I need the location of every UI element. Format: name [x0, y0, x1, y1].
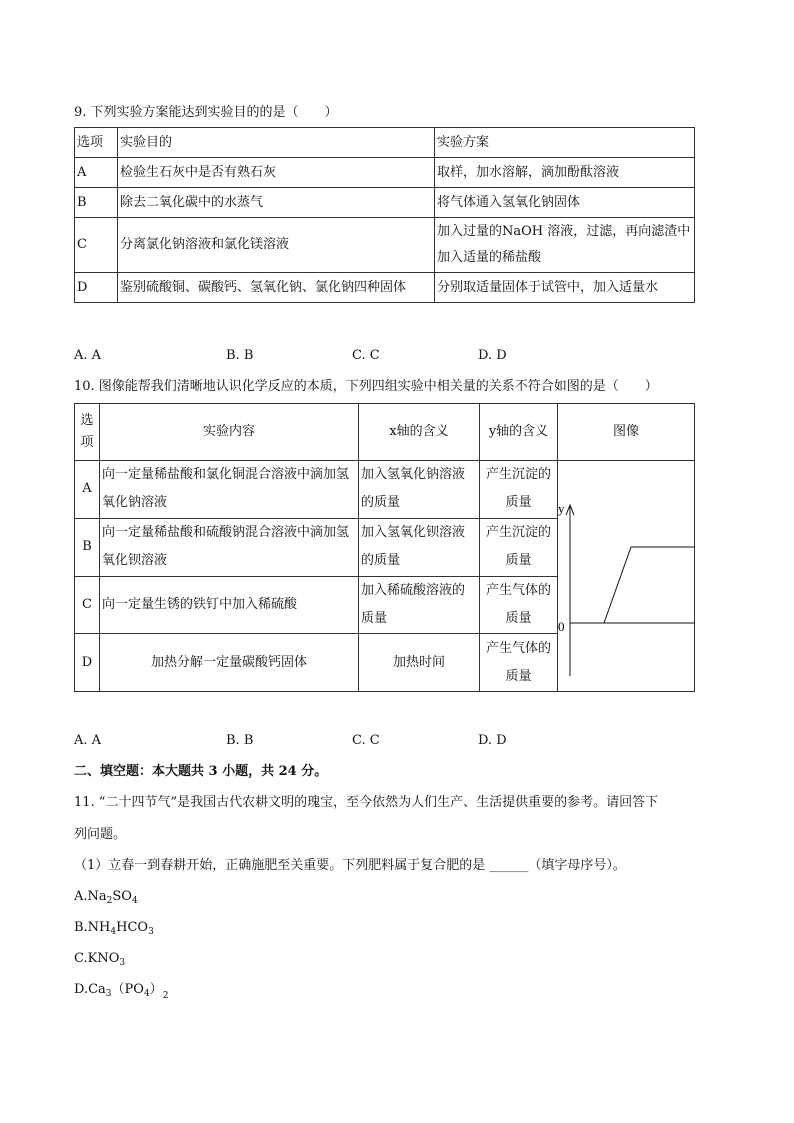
table-cell: 将气体通入氢氧化钠固体 — [435, 188, 695, 218]
table-cell: 产生沉淀的质量 — [480, 461, 558, 519]
graph-cell — [558, 461, 695, 692]
q10-options — [74, 733, 674, 749]
reaction-graph — [558, 461, 695, 691]
section-heading: 二、填空题：本大题共 3 小题，共 24 分。 — [74, 764, 328, 779]
table-header-row — [75, 404, 695, 461]
table-cell: 加热分解一定量碳酸钙固体 — [100, 634, 359, 692]
q10-table — [74, 403, 695, 692]
origin-label: 0 — [558, 619, 565, 634]
q9-stem: 9. 下列实验方案能达到实验目的的是（ ） — [74, 105, 338, 120]
q11-subquestion-1: （1）立春一到春耕开始，正确施肥至关重要。下列肥料属于复合肥的是 ______（填字母序号）。 — [74, 858, 626, 873]
option-b[interactable]: B. B — [226, 348, 254, 363]
table-cell: 分离氯化钠溶液和氯化镁溶液 — [118, 218, 435, 273]
table-cell: 加入过量的NaOH 溶液，过滤，再向滤渣中加入适量的稀盐酸 — [435, 218, 695, 273]
table-header-cell: 实验目的 — [118, 128, 435, 158]
table-cell: 加入氢氧化钡溶液的质量 — [359, 518, 480, 576]
table-cell: 鉴别硫酸铜、碳酸钙、氢氧化钠、氯化钠四种固体 — [118, 273, 435, 303]
table-header-cell: 图像 — [558, 404, 695, 461]
table-header-cell: 选项 — [75, 128, 118, 158]
q9-options — [74, 348, 674, 364]
option-b[interactable]: B. B — [226, 733, 254, 748]
option-a[interactable]: A. A — [74, 733, 102, 748]
table-header-row — [75, 128, 695, 158]
choice-b[interactable]: $B.NH_4HCO_3$ — [74, 920, 154, 937]
table-cell: 产生气体的质量 — [480, 634, 558, 692]
q9-table — [74, 127, 695, 303]
table-cell: 产生沉淀的质量 — [480, 518, 558, 576]
option-d[interactable]: D. D — [478, 733, 507, 748]
table-cell: 加入稀硫酸溶液的质量 — [359, 576, 480, 634]
table-header-cell: 选项 — [75, 404, 100, 461]
table-header-cell: 实验方案 — [435, 128, 695, 158]
table-cell: 向一定量稀盐酸和硫酸钠混合溶液中滴加氢氧化钡溶液 — [100, 518, 359, 576]
choice-d[interactable]: $D.Ca_3(PO_4)_2$ — [74, 982, 169, 1001]
y-axis-label: y — [558, 501, 565, 516]
table-row — [75, 188, 695, 218]
table-row — [75, 461, 695, 519]
table-cell: B — [75, 188, 118, 218]
choice-a[interactable]: $A.Na_2SO_4$ — [74, 889, 138, 906]
table-cell: 除去二氧化碳中的水蒸气 — [118, 188, 435, 218]
table-cell: 取样，加水溶解，滴加酚酞溶液 — [435, 158, 695, 188]
table-cell: B — [75, 518, 100, 576]
option-c[interactable]: C. C — [352, 348, 380, 363]
choice-c[interactable]: $C.KNO_3$ — [74, 951, 126, 968]
table-cell: 产生气体的质量 — [480, 576, 558, 634]
option-a[interactable]: A. A — [74, 348, 102, 363]
table-cell: A — [75, 158, 118, 188]
table-cell: 向一定量生锈的铁钉中加入稀硫酸 — [100, 576, 359, 634]
table-cell: 加入氢氧化钠溶液的质量 — [359, 461, 480, 519]
table-cell: 检验生石灰中是否有熟石灰 — [118, 158, 435, 188]
q11-stem-line2: 列问题。 — [74, 827, 127, 842]
table-row — [75, 158, 695, 188]
table-cell: 分别取适量固体于试管中，加入适量水 — [435, 273, 695, 303]
table-row — [75, 218, 695, 273]
table-cell: 向一定量稀盐酸和氯化铜混合溶液中滴加氢氧化钠溶液 — [100, 461, 359, 519]
table-header-cell: 实验内容 — [100, 404, 359, 461]
table-cell: C — [75, 576, 100, 634]
table-cell: 加热时间 — [359, 634, 480, 692]
option-c[interactable]: C. C — [352, 733, 380, 748]
graph-curve — [570, 547, 695, 623]
table-cell: D — [75, 634, 100, 692]
table-row — [75, 273, 695, 303]
q11-stem-line1: 11. “二十四节气”是我国古代农耕文明的瑰宝，至今依然为人们生产、生活提供重要的参考。请回答下 — [74, 795, 659, 810]
table-cell: A — [75, 461, 100, 519]
table-header-cell: x轴的含义 — [359, 404, 480, 461]
table-cell: D — [75, 273, 118, 303]
table-header-cell: y轴的含义 — [480, 404, 558, 461]
q10-stem: 10. 图像能帮我们清晰地认识化学反应的本质，下列四组实验中相关量的关系不符合如图的是（ ） — [74, 379, 658, 394]
option-d[interactable]: D. D — [478, 348, 507, 363]
table-cell: C — [75, 218, 118, 273]
